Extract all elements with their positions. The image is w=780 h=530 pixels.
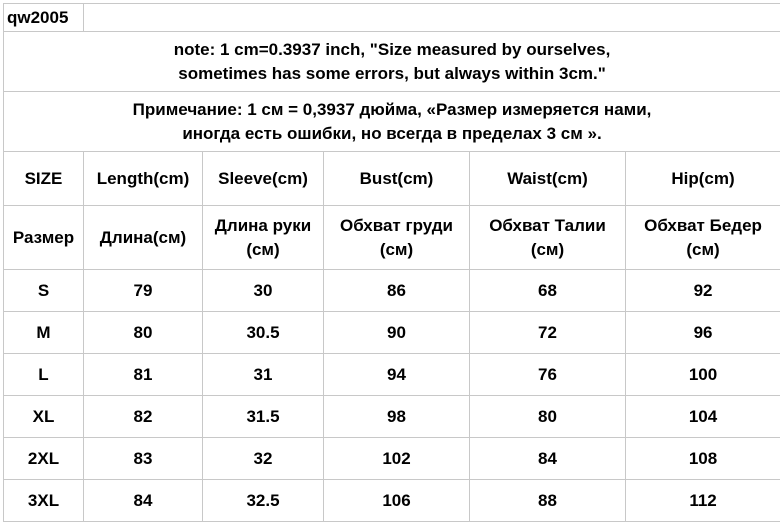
waist-cell: 84	[470, 438, 626, 480]
sleeve-cell: 32.5	[203, 480, 324, 522]
empty-cell	[84, 4, 780, 32]
hip-cell: 100	[626, 354, 780, 396]
waist-cell: 68	[470, 270, 626, 312]
length-cell: 82	[84, 396, 203, 438]
header-ru-hip-line-1: Обхват Бедер	[644, 215, 762, 235]
header-ru-sleeve-line-1: Длина руки	[214, 215, 312, 235]
header-ru-sleeve-line-2: (см)	[246, 239, 280, 259]
bust-cell: 102	[324, 438, 470, 480]
header-row-en	[4, 152, 780, 206]
note-ru-row	[4, 92, 780, 152]
bust-cell: 94	[324, 354, 470, 396]
hip-cell: 108	[626, 438, 780, 480]
hip-cell: 104	[626, 396, 780, 438]
length-cell: 80	[84, 312, 203, 354]
header-ru-waist-line-2: (см)	[530, 239, 565, 259]
size-cell: 3XL	[4, 480, 84, 522]
hip-cell: 92	[626, 270, 780, 312]
header-ru-bust-line-2: (см)	[379, 239, 414, 259]
length-cell: 81	[84, 354, 203, 396]
note-en-line-2: sometimes has some errors, but always within 3cm."	[178, 63, 606, 83]
table-row	[4, 396, 780, 438]
bust-cell: 86	[324, 270, 470, 312]
bust-cell: 90	[324, 312, 470, 354]
note-ru-line-1: Примечание: 1 см = 0,3937 дюйма, «Размер измеряется нами,	[132, 99, 652, 119]
table-row	[4, 312, 780, 354]
header-ru-bust-line-1: Обхват груди	[340, 215, 453, 235]
header-ru-length	[84, 206, 203, 270]
size-cell: S	[4, 270, 84, 312]
length-cell: 84	[84, 480, 203, 522]
waist-cell: 72	[470, 312, 626, 354]
waist-cell: 76	[470, 354, 626, 396]
bust-cell: 98	[324, 396, 470, 438]
sleeve-cell: 31	[203, 354, 324, 396]
header-ru-size-line-1: Размер	[12, 227, 75, 247]
header-hip: Hip(cm)	[626, 152, 780, 206]
header-ru-bust	[324, 206, 470, 270]
note-en	[4, 32, 780, 92]
header-ru-hip	[626, 206, 780, 270]
size-cell: XL	[4, 396, 84, 438]
note-ru-line-2: иногда есть ошибки, но всегда в пределах 3 см ».	[182, 123, 602, 143]
bust-cell: 106	[324, 480, 470, 522]
hip-cell: 96	[626, 312, 780, 354]
sleeve-cell: 30	[203, 270, 324, 312]
sleeve-cell: 32	[203, 438, 324, 480]
note-ru	[4, 92, 780, 152]
size-table	[3, 3, 780, 522]
sleeve-cell: 31.5	[203, 396, 324, 438]
size-cell: L	[4, 354, 84, 396]
note-en-row	[4, 32, 780, 92]
waist-cell: 80	[470, 396, 626, 438]
header-waist: Waist(cm)	[470, 152, 626, 206]
header-ru-hip-line-2: (см)	[686, 239, 720, 259]
table-row	[4, 438, 780, 480]
size-cell: M	[4, 312, 84, 354]
header-ru-waist	[470, 206, 626, 270]
table-row	[4, 270, 780, 312]
product-code-row	[4, 4, 780, 32]
size-cell: 2XL	[4, 438, 84, 480]
header-ru-sleeve	[203, 206, 324, 270]
table-row	[4, 480, 780, 522]
header-ru-length-line-1: Длина(см)	[99, 227, 187, 247]
hip-cell: 112	[626, 480, 780, 522]
length-cell: 83	[84, 438, 203, 480]
note-en-line-1: note: 1 cm=0.3937 inch, "Size measured by ourselves,	[173, 39, 611, 59]
product-code: qw2005	[4, 4, 84, 32]
header-length: Length(cm)	[84, 152, 203, 206]
header-row-ru	[4, 206, 780, 270]
header-ru-size	[4, 206, 84, 270]
header-ru-waist-line-1: Обхват Талии	[489, 215, 606, 235]
header-size: SIZE	[4, 152, 84, 206]
table-row	[4, 354, 780, 396]
length-cell: 79	[84, 270, 203, 312]
header-bust: Bust(cm)	[324, 152, 470, 206]
header-sleeve: Sleeve(cm)	[203, 152, 324, 206]
waist-cell: 88	[470, 480, 626, 522]
sleeve-cell: 30.5	[203, 312, 324, 354]
